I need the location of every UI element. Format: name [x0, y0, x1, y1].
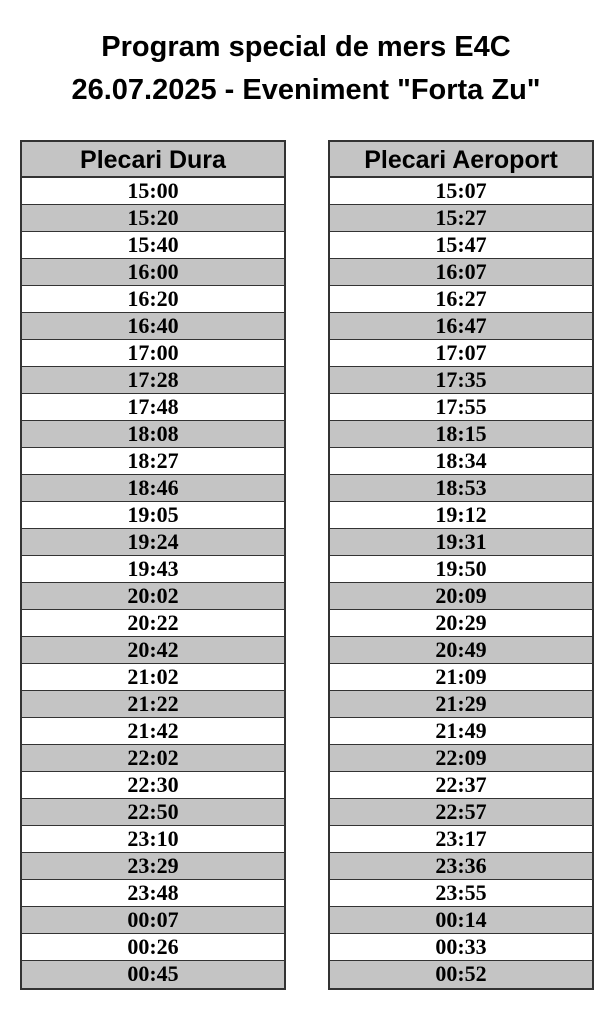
time-row: 20:22 [22, 610, 284, 637]
table-header-dura: Plecari Dura [22, 142, 284, 178]
time-row: 17:55 [330, 394, 592, 421]
time-row: 21:29 [330, 691, 592, 718]
time-row: 15:47 [330, 232, 592, 259]
departures-dura-table [20, 140, 286, 990]
time-row: 15:40 [22, 232, 284, 259]
time-row: 17:00 [22, 340, 284, 367]
time-row: 22:57 [330, 799, 592, 826]
time-row: 17:07 [330, 340, 592, 367]
time-row: 17:35 [330, 367, 592, 394]
time-row: 21:22 [22, 691, 284, 718]
table-header-aeroport: Plecari Aeroport [330, 142, 592, 178]
time-row: 20:49 [330, 637, 592, 664]
time-row: 22:09 [330, 745, 592, 772]
time-row: 22:30 [22, 772, 284, 799]
time-row: 18:08 [22, 421, 284, 448]
time-row: 00:26 [22, 934, 284, 961]
time-row: 15:07 [330, 178, 592, 205]
time-row: 17:48 [22, 394, 284, 421]
time-row: 16:07 [330, 259, 592, 286]
time-row: 18:46 [22, 475, 284, 502]
time-row: 21:09 [330, 664, 592, 691]
time-row: 00:07 [22, 907, 284, 934]
time-row: 16:40 [22, 313, 284, 340]
time-row: 18:27 [22, 448, 284, 475]
time-row: 00:52 [330, 961, 592, 988]
time-row: 19:12 [330, 502, 592, 529]
time-row: 23:48 [22, 880, 284, 907]
time-row: 19:05 [22, 502, 284, 529]
departures-aeroport-table [328, 140, 594, 990]
time-row: 00:14 [330, 907, 592, 934]
time-row: 19:43 [22, 556, 284, 583]
time-row: 22:50 [22, 799, 284, 826]
time-row: 19:31 [330, 529, 592, 556]
time-row: 16:47 [330, 313, 592, 340]
time-row: 15:27 [330, 205, 592, 232]
time-row: 19:50 [330, 556, 592, 583]
page-subtitle: 26.07.2025 - Eveniment "Forta Zu" [71, 74, 541, 106]
time-row: 15:20 [22, 205, 284, 232]
time-row: 20:29 [330, 610, 592, 637]
time-row: 19:24 [22, 529, 284, 556]
time-row: 16:20 [22, 286, 284, 313]
time-row: 22:37 [330, 772, 592, 799]
time-row: 00:45 [22, 961, 284, 988]
time-row: 23:55 [330, 880, 592, 907]
time-row: 21:49 [330, 718, 592, 745]
time-row: 23:10 [22, 826, 284, 853]
time-row: 18:53 [330, 475, 592, 502]
time-row: 17:28 [22, 367, 284, 394]
time-row: 21:42 [22, 718, 284, 745]
time-row: 15:00 [22, 178, 284, 205]
time-row: 00:33 [330, 934, 592, 961]
time-row: 23:36 [330, 853, 592, 880]
time-row: 20:09 [330, 583, 592, 610]
time-row: 16:27 [330, 286, 592, 313]
time-row: 18:15 [330, 421, 592, 448]
time-row: 20:42 [22, 637, 284, 664]
time-row: 16:00 [22, 259, 284, 286]
time-row: 23:29 [22, 853, 284, 880]
time-row: 23:17 [330, 826, 592, 853]
time-row: 22:02 [22, 745, 284, 772]
time-row: 20:02 [22, 583, 284, 610]
time-row: 18:34 [330, 448, 592, 475]
page-title: Program special de mers E4C [101, 31, 511, 63]
time-row: 21:02 [22, 664, 284, 691]
